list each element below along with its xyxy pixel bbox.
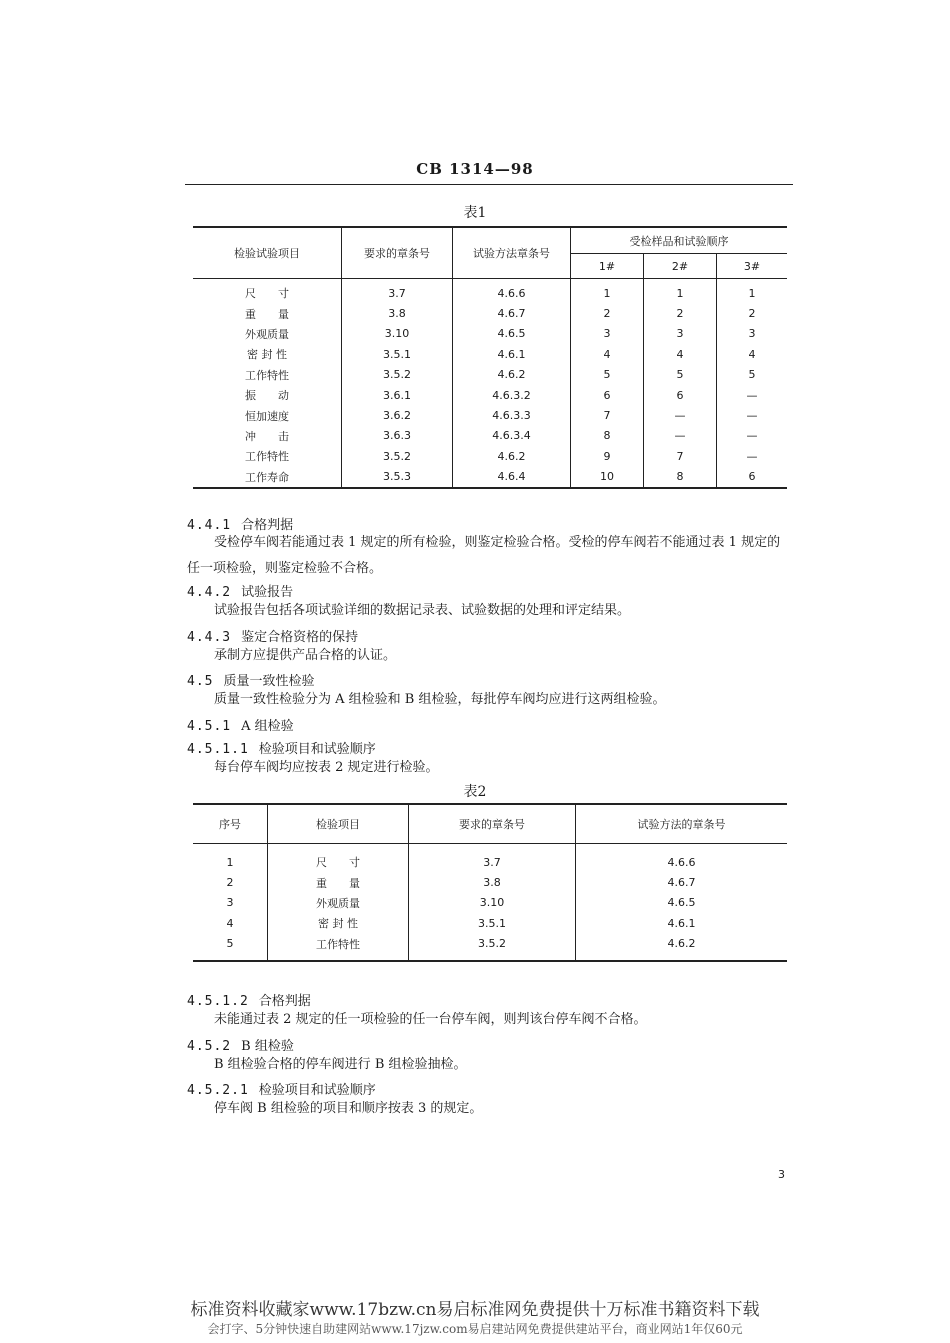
t1-cell-s3: — bbox=[717, 446, 788, 466]
t1-cell-req: 3.5.2 bbox=[342, 446, 453, 466]
t1-cell-item: 外观质量 bbox=[245, 327, 289, 341]
t1-cell-item: 冲 击 bbox=[245, 429, 289, 443]
t1-cell-req: 3.5.2 bbox=[342, 365, 453, 385]
table1-caption: 表1 bbox=[463, 205, 487, 221]
t1-cell-s3: — bbox=[717, 405, 788, 425]
t1-cell-s2: 7 bbox=[644, 446, 717, 466]
t2-cell-req: 3.8 bbox=[409, 872, 576, 892]
t2-row bbox=[193, 872, 787, 892]
t1-cell-method: 4.6.2 bbox=[453, 446, 571, 466]
section-4-5-2-1-text: 停车阀 B 组检验的项目和顺序按表 3 的规定。 bbox=[214, 1101, 483, 1116]
t1-cell-item: 恒加速度 bbox=[245, 409, 289, 423]
t1-cell-s2: 6 bbox=[644, 385, 717, 405]
t2-cell-method: 4.6.2 bbox=[576, 934, 788, 961]
t2-cell-item: 重 量 bbox=[268, 872, 409, 892]
t2-row bbox=[193, 913, 787, 933]
footer-line-1: 标准资料收藏家www.17bzw.cn易启标准网免费提供十万标准书籍资料下载 bbox=[190, 1300, 760, 1320]
t1-cell-req: 3.5.1 bbox=[342, 344, 453, 364]
t2-cell-no: 2 bbox=[226, 876, 234, 890]
t1-cell-s1: 9 bbox=[571, 446, 644, 466]
t1-cell-method: 4.6.3.4 bbox=[453, 426, 571, 446]
section-4-4-3-text: 承制方应提供产品合格的认证。 bbox=[214, 648, 397, 663]
t1-cell-req: 3.7 bbox=[342, 279, 453, 304]
t1-header-s3: 3# bbox=[717, 254, 788, 279]
t1-cell-s2: 3 bbox=[644, 324, 717, 344]
t2-cell-method: 4.6.1 bbox=[576, 913, 788, 933]
t1-row bbox=[193, 467, 787, 488]
t2-cell-req: 3.10 bbox=[409, 893, 576, 913]
t1-cell-s3: 3 bbox=[717, 324, 788, 344]
t1-cell-s1: 10 bbox=[571, 467, 644, 488]
t2-cell-no: 5 bbox=[226, 937, 234, 951]
section-4-4-1: 4.4.1 合格判据 bbox=[187, 518, 294, 533]
t1-cell-s1: 2 bbox=[571, 303, 644, 323]
t1-header-s1: 1# bbox=[571, 254, 644, 279]
t1-cell-method: 4.6.3.3 bbox=[453, 405, 571, 425]
t1-cell-s2: 1 bbox=[644, 279, 717, 304]
t1-cell-method: 4.6.2 bbox=[453, 365, 571, 385]
t1-cell-method: 4.6.4 bbox=[453, 467, 571, 488]
t1-cell-item: 密 封 性 bbox=[247, 348, 287, 362]
t1-row bbox=[193, 426, 787, 446]
section-4-5-2: 4.5.2 B 组检验 bbox=[187, 1039, 294, 1054]
t1-cell-method: 4.6.3.2 bbox=[453, 385, 571, 405]
t2-cell-item: 外观质量 bbox=[268, 893, 409, 913]
t1-row bbox=[193, 365, 787, 385]
t2-row bbox=[193, 934, 787, 961]
t1-cell-item: 振 动 bbox=[245, 389, 289, 403]
section-4-4-3: 4.4.3 鉴定合格资格的保持 bbox=[187, 630, 359, 645]
section-4-5-2-1: 4.5.2.1 检验项目和试验顺序 bbox=[187, 1083, 376, 1098]
section-4-4-1-text: 受检停车阀若能通过表 1 规定的所有检验，则鉴定检验合格。受检的停车阀若不能通过表 1 规定的 bbox=[214, 535, 781, 550]
t1-cell-req: 3.8 bbox=[342, 303, 453, 323]
t1-cell-s1: 6 bbox=[571, 385, 644, 405]
header-rule bbox=[185, 184, 793, 185]
table1 bbox=[193, 226, 787, 489]
t2-cell-method: 4.6.5 bbox=[576, 893, 788, 913]
t1-cell-s3: 6 bbox=[717, 467, 788, 488]
t2-cell-method: 4.6.6 bbox=[576, 844, 788, 873]
t1-cell-s2: 4 bbox=[644, 344, 717, 364]
t2-cell-method: 4.6.7 bbox=[576, 872, 788, 892]
t1-cell-s2: 8 bbox=[644, 467, 717, 488]
t1-row bbox=[193, 405, 787, 425]
t1-cell-s1: 5 bbox=[571, 365, 644, 385]
document-code: CB 1314—98 bbox=[416, 160, 534, 178]
t1-header-s2: 2# bbox=[644, 254, 717, 279]
t2-header-req: 要求的章条号 bbox=[409, 804, 576, 844]
t1-cell-s3: — bbox=[717, 385, 788, 405]
t1-cell-item: 尺 寸 bbox=[245, 287, 289, 301]
t1-row bbox=[193, 324, 787, 344]
table2-caption: 表2 bbox=[463, 784, 487, 800]
t1-cell-s3: 2 bbox=[717, 303, 788, 323]
t1-cell-method: 4.6.1 bbox=[453, 344, 571, 364]
t1-cell-s2: 5 bbox=[644, 365, 717, 385]
section-4-4-2-text: 试验报告包括各项试验详细的数据记录表、试验数据的处理和评定结果。 bbox=[214, 603, 631, 618]
t1-cell-s3: 5 bbox=[717, 365, 788, 385]
t1-cell-method: 4.6.6 bbox=[453, 279, 571, 304]
t1-row bbox=[193, 344, 787, 364]
t2-row bbox=[193, 844, 787, 873]
t2-header-no: 序号 bbox=[219, 818, 241, 831]
t1-row bbox=[193, 303, 787, 323]
section-4-5-1-1-text: 每台停车阀均应按表 2 规定进行检验。 bbox=[214, 760, 439, 775]
t1-header-req: 要求的章条号 bbox=[342, 227, 453, 279]
t1-header-item: 检验试验项目 bbox=[234, 247, 300, 260]
t1-cell-s3: 1 bbox=[717, 279, 788, 304]
t1-cell-s1: 1 bbox=[571, 279, 644, 304]
t2-cell-req: 3.5.1 bbox=[409, 913, 576, 933]
t1-row bbox=[193, 385, 787, 405]
t1-cell-req: 3.6.2 bbox=[342, 405, 453, 425]
t2-cell-item: 尺 寸 bbox=[268, 844, 409, 873]
t2-cell-req: 3.5.2 bbox=[409, 934, 576, 961]
t1-cell-req: 3.6.3 bbox=[342, 426, 453, 446]
t1-cell-item: 工作特性 bbox=[245, 368, 289, 382]
section-4-4-1-text-cont: 任一项检验，则鉴定检验不合格。 bbox=[187, 561, 383, 576]
table2 bbox=[193, 803, 787, 962]
section-4-5-1-2: 4.5.1.2 合格判据 bbox=[187, 994, 311, 1009]
t1-cell-method: 4.6.7 bbox=[453, 303, 571, 323]
t1-cell-item: 重 量 bbox=[245, 307, 289, 321]
t2-row bbox=[193, 893, 787, 913]
section-4-5: 4.5 质量一致性检验 bbox=[187, 674, 315, 689]
t1-cell-s1: 4 bbox=[571, 344, 644, 364]
t2-cell-no: 1 bbox=[226, 855, 234, 869]
t1-cell-item: 工作寿命 bbox=[245, 470, 289, 484]
section-4-5-2-text: B 组检验合格的停车阀进行 B 组检验抽检。 bbox=[214, 1057, 467, 1072]
section-4-5-1-2-text: 未能通过表 2 规定的任一项检验的任一台停车阀，则判该台停车阀不合格。 bbox=[214, 1012, 647, 1027]
t1-cell-method: 4.6.5 bbox=[453, 324, 571, 344]
t1-row bbox=[193, 446, 787, 466]
section-4-4-2: 4.4.2 试验报告 bbox=[187, 585, 294, 600]
t1-cell-req: 3.6.1 bbox=[342, 385, 453, 405]
t1-cell-req: 3.5.3 bbox=[342, 467, 453, 488]
t1-cell-s2: — bbox=[644, 426, 717, 446]
t1-cell-req: 3.10 bbox=[342, 324, 453, 344]
t2-header-method: 试验方法的章条号 bbox=[576, 804, 788, 844]
section-4-5-1-1: 4.5.1.1 检验项目和试验顺序 bbox=[187, 742, 376, 757]
page-number: 3 bbox=[778, 1168, 785, 1181]
t2-cell-req: 3.7 bbox=[409, 844, 576, 873]
t1-header-method: 试验方法章条号 bbox=[453, 227, 571, 279]
t1-cell-s2: — bbox=[644, 405, 717, 425]
t1-cell-s3: — bbox=[717, 426, 788, 446]
t1-header-group: 受检样品和试验顺序 bbox=[571, 227, 788, 254]
t2-cell-item: 密 封 性 bbox=[268, 913, 409, 933]
section-4-5-text: 质量一致性检验分为 A 组检验和 B 组检验，每批停车阀均应进行这两组检验。 bbox=[214, 692, 666, 707]
t1-cell-item: 工作特性 bbox=[245, 450, 289, 464]
section-4-5-1: 4.5.1 A 组检验 bbox=[187, 719, 294, 734]
t1-cell-s3: 4 bbox=[717, 344, 788, 364]
t1-cell-s1: 7 bbox=[571, 405, 644, 425]
t2-cell-no: 3 bbox=[226, 896, 234, 910]
t1-cell-s1: 8 bbox=[571, 426, 644, 446]
t2-cell-no: 4 bbox=[226, 916, 234, 930]
t2-header-item: 检验项目 bbox=[268, 804, 409, 844]
t1-row bbox=[193, 279, 787, 304]
footer-line-2: 会打字、5分钟快速自助建网站www.17jzw.com易启建站网免费提供建站平台，商业网站1年仅60元 bbox=[207, 1322, 743, 1336]
t2-cell-item: 工作特性 bbox=[268, 934, 409, 961]
t1-cell-s2: 2 bbox=[644, 303, 717, 323]
t1-cell-s1: 3 bbox=[571, 324, 644, 344]
